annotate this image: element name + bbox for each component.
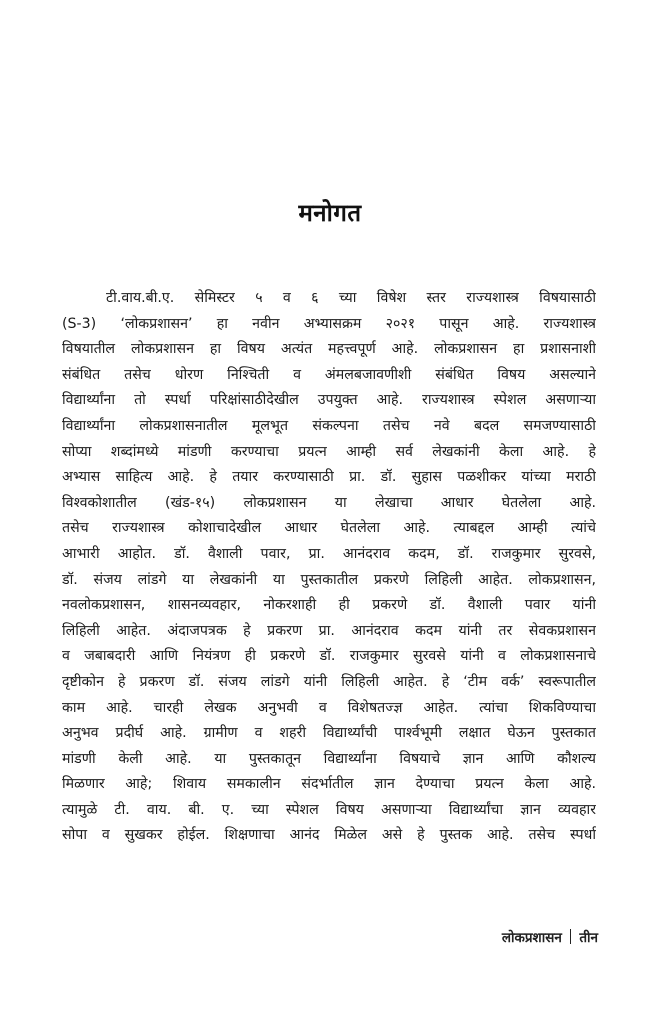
paragraph-line: सोपा व सुखकर होईल. शिक्षणाचा आनंद मिळेल असे हे पुस्तक आहे. तसेच स्पर्धा [62, 827, 596, 844]
paragraph-line: नवलोकप्रशासन, शासनव्यवहार, नोकरशाही ही प्रकरणे डॉ. वैशाली पवार यांनी [62, 597, 596, 614]
preface-paragraph [62, 286, 596, 849]
paragraph-line: विद्यार्थ्यांना तो स्पर्धा परिक्षांसाठीदेखील उपयुक्त आहे. राज्यशास्त्र स्पेशल असणाऱ्या [62, 392, 596, 409]
page-footer [502, 928, 598, 946]
footer-divider [570, 929, 572, 944]
paragraph-line: विषयातील लोकप्रशासन हा विषय अत्यंत महत्त्वपूर्ण आहे. लोकप्रशासन हा प्रशासनाशी [62, 341, 596, 358]
running-book-title: लोकप्रशासन [501, 930, 562, 946]
paragraph-line: अनुभव प्रदीर्घ आहे. ग्रामीण व शहरी विद्यार्थ्यांची पार्श्वभूमी लक्षात घेऊन पुस्तकात [62, 725, 596, 742]
paragraph-line: मांडणी केली आहे. या पुस्तकातून विद्यार्थ्यांना विषयाचे ज्ञान आणि कौशल्य [62, 750, 596, 767]
paragraph-line: विद्यार्थ्यांना लोकप्रशासनातील मूलभूत संकल्पना तसेच नवे बदल समजण्यासाठी [62, 417, 596, 434]
paragraph-line: डॉ. संजय लांडगे या लेखकांनी या पुस्तकातील प्रकरणे लिहिली आहेत. लोकप्रशासन, [62, 571, 596, 588]
paragraph-line: तसेच राज्यशास्त्र कोशाचादेखील आधार घेतलेला आहे. त्याबद्दल आम्ही त्यांचे [62, 520, 596, 537]
paragraph-line: दृष्टीकोन हे प्रकरण डॉ. संजय लांडगे यांनी लिहिली आहेत. हे ‘टीम वर्क’ स्वरूपातील [62, 673, 596, 690]
paragraph-line: आभारी आहोत. डॉ. वैशाली पवार, प्रा. आनंदराव कदम, डॉ. राजकुमार सुरवसे, [62, 545, 596, 562]
page-title: मनोगत [298, 199, 362, 227]
paragraph-line: संबंधित तसेच धोरण निश्चिती व अंमलबजावणीशी संबंधित विषय असल्याने [62, 366, 596, 383]
paragraph-line: व जबाबदारी आणि नियंत्रण ही प्रकरणे डॉ. राजकुमार सुरवसे यांनी व लोकप्रशासनाचे [62, 648, 596, 665]
paragraph-line: त्यामुळे टी. वाय. बी. ए. च्या स्पेशल विषय असणाऱ्या विद्यार्थ्यांचा ज्ञान व्यवहार [62, 801, 596, 818]
paragraph-line: अभ्यास साहित्य आहे. हे तयार करण्यासाठी प्रा. डॉ. सुहास पळशीकर यांच्या मराठी [62, 469, 596, 486]
paragraph-line: मिळणार आहे; शिवाय समकालीन संदर्भातील ज्ञान देण्याचा प्रयत्न केला आहे. [62, 776, 596, 793]
paragraph-line: टी.वाय.बी.ए. सेमिस्टर ५ व ६ च्या विषेश स्तर राज्यशास्त्र विषयासाठी [106, 290, 596, 306]
paragraph-line: विश्वकोशातील (खंड-१५) लोकप्रशासन या लेखाचा आधार घेतलेला आहे. [62, 494, 596, 511]
page-number: तीन [579, 930, 598, 946]
paragraph-line: लिहिली आहेत. अंदाजपत्रक हे प्रकरण प्रा. आनंदराव कदम यांनी तर सेवकप्रशासन [62, 622, 596, 639]
paragraph-line: (S-3) ‘लोकप्रशासन’ हा नवीन अभ्यासक्रम २०२१ पासून आहे. राज्यशास्त्र [62, 315, 596, 332]
paragraph-line: काम आहे. चारही लेखक अनुभवी व विशेषतज्ज्ञ आहेत. त्यांचा शिकविण्याचा [62, 699, 596, 716]
paragraph-line: सोप्या शब्दांमध्ये मांडणी करण्याचा प्रयत्न आम्ही सर्व लेखकांनी केला आहे. हे [62, 443, 596, 460]
